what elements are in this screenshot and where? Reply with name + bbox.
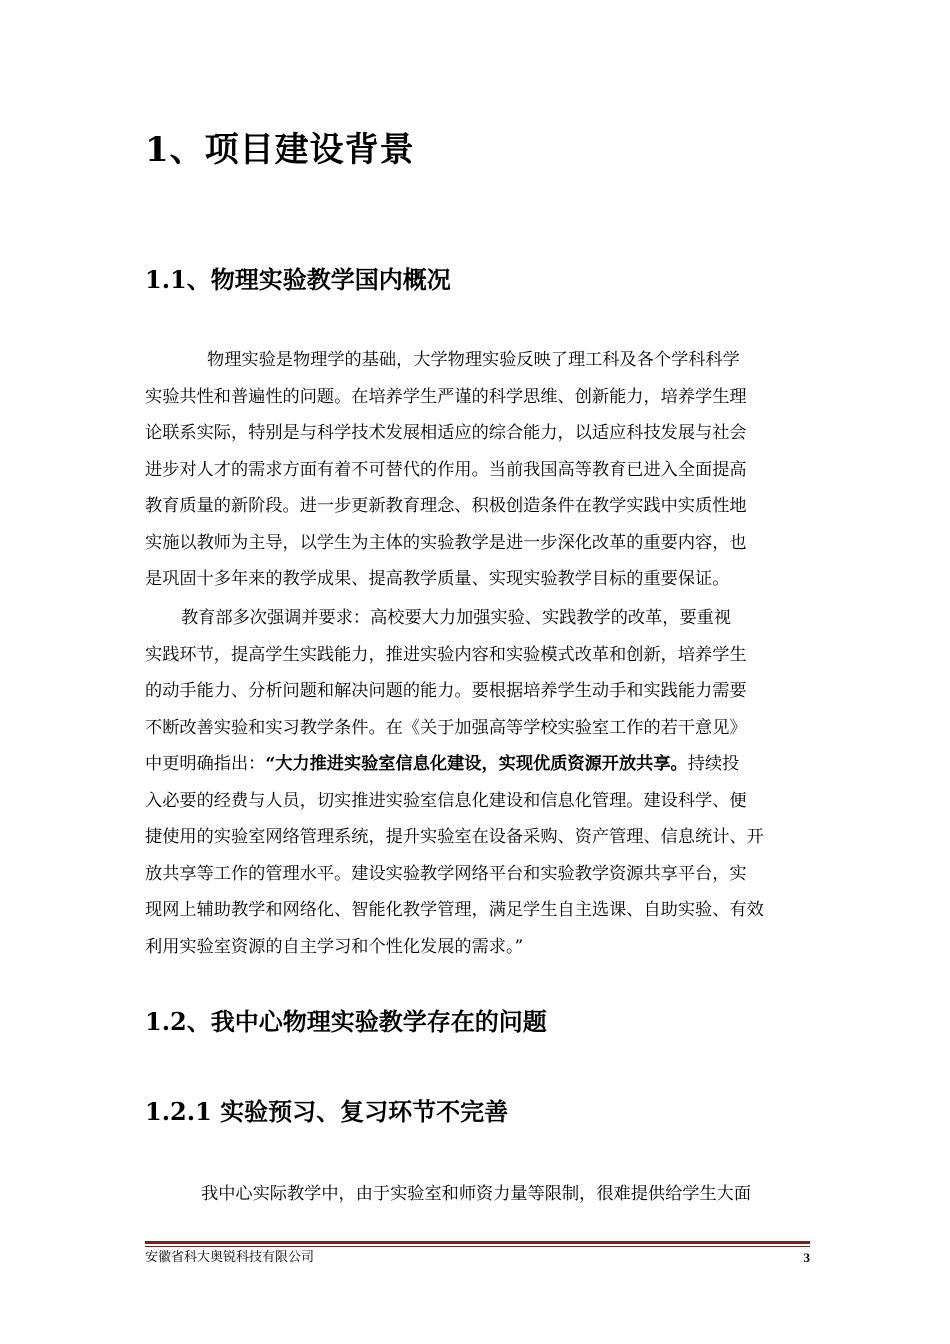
para1-line: 实验共性和普遍性的问题。在培养学生严谨的科学思维、创新能力，培养学生理 [145, 386, 747, 407]
footer-divider-thin [145, 1246, 810, 1247]
heading-section-1-2: 1.2、我中心物理实验教学存在的问题 [145, 1007, 547, 1036]
para2-line: 的动手能力、分析问题和解决问题的能力。要根据培养学生动手和实践能力需要 [145, 681, 747, 701]
para2-line [145, 746, 810, 783]
bold-quote: “大力推进实验室信息化建设，实现优质资源开放共享。 [265, 754, 688, 774]
para1-line: 进步对人才的需求方面有着不可替代的作用。当前我国高等教育已进入全面提高 [145, 459, 747, 480]
para2-line: 捷使用的实验室网络管理系统，提升实验室在设备采购、资产管理、信息统计、开 [145, 827, 764, 847]
para2-line: 实践环节，提高学生实践能力，推进实验内容和实验模式改革和创新，培养学生 [145, 644, 747, 665]
para2-line: 利用实验室资源的自主学习和个性化发展的需求。” [145, 936, 524, 957]
para1-line: 物理实验是物理学的基础，大学物理实验反映了理工科及各个学科科学 [207, 350, 740, 370]
paragraph-domestic-overview [145, 342, 810, 598]
footer-company-name: 安徽省科大奥锐科技有限公司 [145, 1250, 315, 1265]
para2-line: 教育部多次强调并要求：高校要大力加强实验、实践教学的改革，要重视 [181, 608, 732, 628]
heading-project-background: 1、项目建设背景 [145, 130, 415, 170]
para2-line: 入必要的经费与人员，切实推进实验室信息化建设和信息化管理。建设科学、便 [145, 790, 747, 811]
para1-line: 是巩固十多年来的教学成果、提高教学质量、实现实验教学目标的重要保证。 [145, 569, 730, 589]
para3-line: 我中心实际教学中，由于实验室和师资力量等限制，很难提供给学生大面 [201, 1184, 752, 1204]
para2-line5-suffix: 持续投 [687, 754, 740, 774]
para1-line: 实施以教师为主导，以学生为主体的实验教学是进一步深化改革的重要内容，也 [145, 532, 747, 553]
heading-section-1-1: 1.1、物理实验教学国内概况 [145, 265, 451, 294]
para1-line: 论联系实际，特别是与科学技术发展相适应的综合能力，以适应科技发展与社会 [145, 423, 747, 443]
footer-divider-thick [145, 1241, 810, 1244]
para2-line: 现网上辅助教学和网络化、智能化教学管理，满足学生自主选课、自助实验、有效 [145, 900, 764, 920]
para1-line: 教育质量的新阶段。进一步更新教育理念、积极创造条件在教学实践中实质性地 [145, 496, 747, 516]
paragraph-ministry-requirements [145, 600, 810, 965]
heading-section-1-2-1: 1.2.1 实验预习、复习环节不完善 [145, 1097, 509, 1126]
para2-line: 放共享等工作的管理水平。建设实验教学网络平台和实验教学资源共享平台，实 [145, 863, 747, 884]
para2-line: 不断改善实验和实习教学条件。在《关于加强高等学校实验室工作的若干意见》 [145, 717, 747, 738]
paragraph-preview-review [145, 1176, 810, 1213]
para2-line5-prefix: 中更明确指出： [145, 754, 266, 774]
footer-page-number: 3 [803, 1250, 810, 1265]
